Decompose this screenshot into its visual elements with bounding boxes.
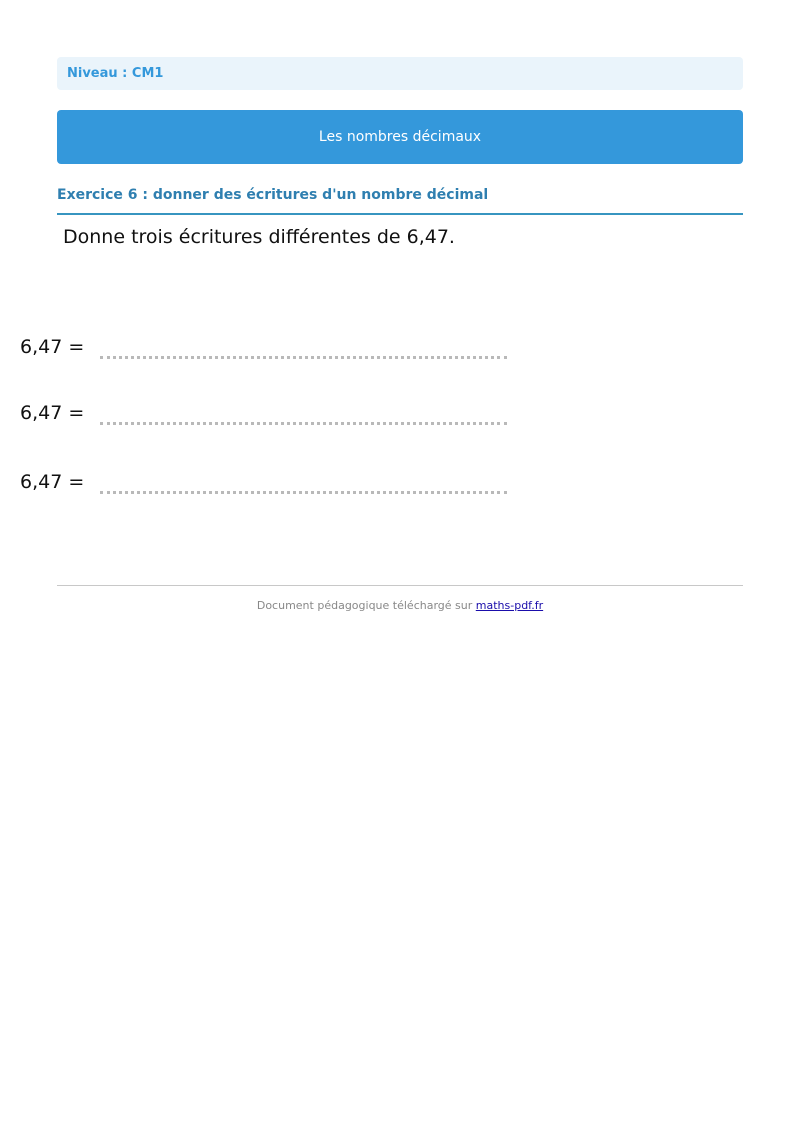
answer-blank xyxy=(100,336,507,359)
page-title: Les nombres décimaux xyxy=(318,129,482,145)
answer-blank xyxy=(100,471,507,494)
answer-label: 6,47 = xyxy=(20,471,85,493)
exercise-title: Exercice 6 : donner des écritures d'un nombre décimal xyxy=(57,187,743,215)
page-header xyxy=(57,57,743,215)
worksheet xyxy=(20,226,540,493)
footer xyxy=(57,585,743,612)
answer-label: 6,47 = xyxy=(20,402,85,424)
title-banner xyxy=(57,110,743,164)
footer-text: Document pédagogique téléchargé sur xyxy=(256,599,473,612)
level-label: Niveau : CM1 xyxy=(67,66,164,81)
answer-blank xyxy=(100,402,507,425)
instruction-text: Donne trois écritures différentes de 6,47. xyxy=(63,226,455,248)
answer-label: 6,47 = xyxy=(20,336,85,358)
footer-link[interactable]: maths-pdf.fr xyxy=(475,599,544,612)
level-bar xyxy=(57,57,743,90)
